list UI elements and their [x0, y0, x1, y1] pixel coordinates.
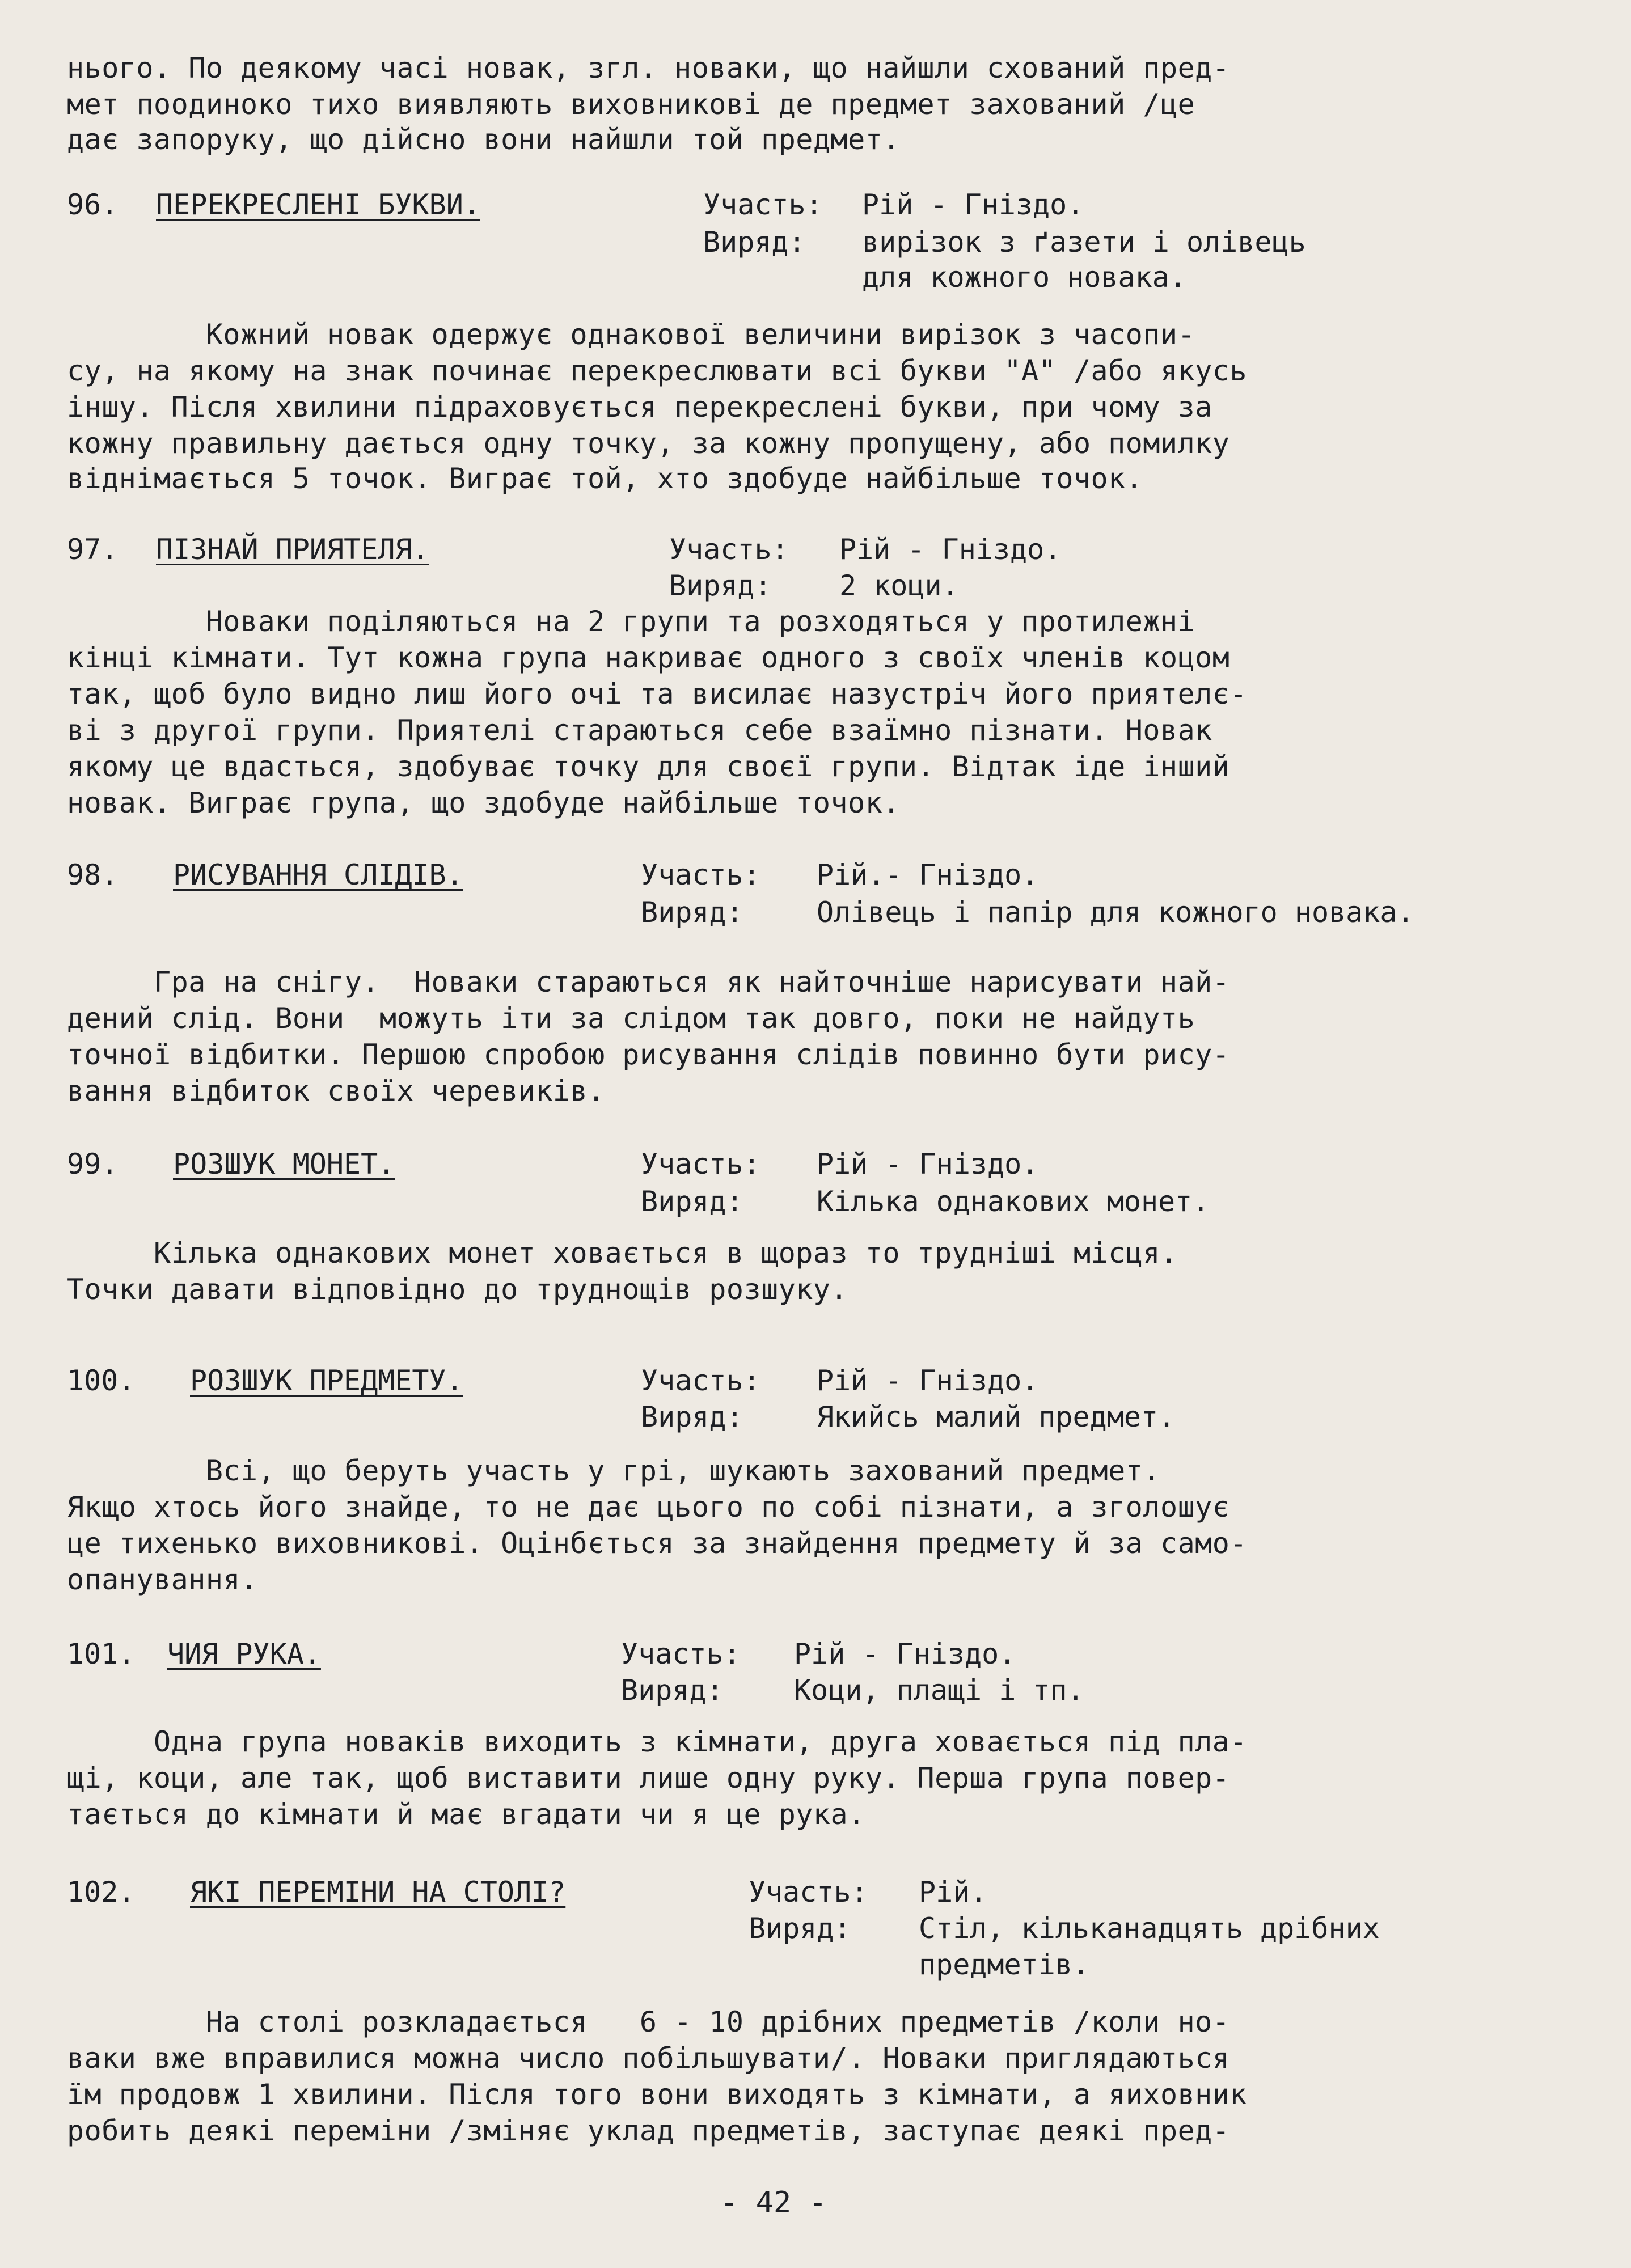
- participation-label: Участь:: [703, 188, 823, 221]
- equipment-label: Виряд:: [669, 569, 772, 602]
- participation-label: Участь:: [641, 1364, 760, 1397]
- equipment-value: Коци, плащі і тп.: [794, 1674, 1084, 1707]
- text-line: щі, коци, але так, щоб виставити лише одну руку. Перша група повер-: [67, 1762, 1230, 1795]
- text-line: робить деякі переміни /зміняє уклад предметів, заступає деякі пред-: [67, 2114, 1230, 2147]
- text-line: дає запоруку, що дійсно вони найшли той предмет.: [67, 123, 900, 156]
- equipment-value: вирізок з ґазети і олівець: [862, 226, 1306, 259]
- equipment-value: для кожного новака.: [862, 261, 1186, 294]
- game-title: РИСУВАННЯ СЛІДІВ.: [173, 858, 463, 891]
- text-line: їм продовж 1 хвилини. Після того вони виходять з кімнати, а яиховник: [67, 2078, 1247, 2111]
- game-number: 98.: [67, 858, 119, 891]
- text-line: Гра на снігу. Новаки стараються як найточніше нарисувати най-: [67, 966, 1230, 998]
- text-line: точної відбитки. Першою спробою рисування слідів повинно бути рису-: [67, 1038, 1230, 1071]
- participation-value: Рій.: [919, 1876, 987, 1909]
- text-line: ві з другої групи. Приятелі стараються себе взаїмно пізнати. Новак: [67, 714, 1212, 747]
- text-line: су, на якому на знак починає перекреслювати всі букви "А" /або якусь: [67, 354, 1247, 387]
- text-line: мет поодиноко тихо виявляють виховникові де предмет захований /це: [67, 88, 1195, 121]
- text-line: Якщо хтось його знайде, то не дає цього по собі пізнати, а зголошує: [67, 1491, 1230, 1524]
- participation-label: Участь:: [669, 533, 789, 566]
- text-line: вання відбиток своїх черевиків.: [67, 1074, 605, 1107]
- text-line: Кожний новак одержує однакової величини вирізок з часопи-: [67, 318, 1195, 351]
- game-number: 101.: [67, 1637, 136, 1670]
- text-line: ваки вже вправилися можна число побільшувати/. Новаки приглядаються: [67, 2042, 1230, 2075]
- text-line: кінці кімнати. Тут кожна група накриває одного з своїх членів коцом: [67, 641, 1230, 674]
- text-line: Кілька однакових монет ховається в щораз то трудніші місця.: [67, 1237, 1178, 1270]
- equipment-label: Виряд:: [703, 226, 806, 259]
- text-line: новак. Виграє група, що здобуде найбільше точок.: [67, 786, 900, 819]
- equipment-value: Олівець і папір для кожного новака.: [817, 896, 1414, 929]
- participation-label: Участь:: [641, 1148, 760, 1180]
- participation-value: Рій - Гніздо.: [839, 533, 1062, 566]
- text-line: Одна група новаків виходить з кімнати, друга ховається під пла-: [67, 1725, 1247, 1758]
- participation-label: Участь:: [621, 1637, 741, 1670]
- game-title: РОЗШУК ПРЕДМЕТУ.: [190, 1364, 463, 1397]
- equipment-value: 2 коци.: [839, 569, 959, 602]
- game-title: ПЕРЕКРЕСЛЕНІ БУКВИ.: [156, 188, 480, 221]
- game-number: 102.: [67, 1876, 136, 1909]
- equipment-label: Виряд:: [641, 1400, 743, 1433]
- equipment-value: Стіл, кільканадцять дрібних: [919, 1912, 1380, 1945]
- text-line: На столі розкладається 6 - 10 дрібних предметів /коли но-: [67, 2005, 1230, 2038]
- equipment-value: Якийсь малий предмет.: [817, 1400, 1176, 1433]
- game-number: 100.: [67, 1364, 136, 1397]
- equipment-label: Виряд:: [621, 1674, 724, 1707]
- participation-label: Участь:: [749, 1876, 868, 1909]
- equipment-value: Кілька однакових монет.: [817, 1185, 1210, 1218]
- text-line: якому це вдасться, здобуває точку для своєї групи. Відтак іде інший: [67, 750, 1230, 783]
- participation-value: Рій - Гніздо.: [862, 188, 1084, 221]
- equipment-label: Виряд:: [641, 1185, 743, 1218]
- text-line: віднімається 5 точок. Виграє той, хто здобуде найбільше точок.: [67, 462, 1143, 495]
- text-line: Новаки поділяються на 2 групи та розходяться у протилежні: [67, 605, 1195, 638]
- text-line: Точки давати відповідно до труднощів розшуку.: [67, 1273, 848, 1306]
- participation-value: Рій.- Гніздо.: [817, 858, 1039, 891]
- text-line: так, щоб було видно лиш його очі та висилає назустріч його приятелє-: [67, 678, 1247, 710]
- game-title: ЧИЯ РУКА.: [167, 1637, 321, 1670]
- participation-value: Рій - Гніздо.: [817, 1364, 1039, 1397]
- text-line: опанування.: [67, 1563, 258, 1596]
- text-line: кожну правильну дається одну точку, за кожну пропущену, або помилку: [67, 427, 1230, 460]
- equipment-label: Виряд:: [749, 1912, 851, 1945]
- equipment-value: предметів.: [919, 1948, 1090, 1981]
- text-line: це тихенько виховникові. Оцінбється за знайдення предмету й за само-: [67, 1527, 1247, 1560]
- game-number: 97.: [67, 533, 119, 566]
- game-number: 99.: [67, 1148, 119, 1180]
- participation-value: Рій - Гніздо.: [817, 1148, 1039, 1180]
- game-title: ПІЗНАЙ ПРИЯТЕЛЯ.: [156, 533, 429, 566]
- text-line: Всі, що беруть участь у грі, шукають захований предмет.: [67, 1454, 1160, 1487]
- text-line: нього. По деякому часі новак, згл. новаки, що найшли схований пред-: [67, 52, 1230, 84]
- text-line: тається до кімнати й має вгадати чи я це рука.: [67, 1798, 865, 1831]
- text-line: дений слід. Вони можуть іти за слідом так довго, поки не найдуть: [67, 1002, 1195, 1035]
- text-line: іншу. Після хвилини підраховується перекреслені букви, при чому за: [67, 391, 1212, 424]
- game-title: ЯКІ ПЕРЕМІНИ НА СТОЛІ?: [190, 1876, 566, 1909]
- participation-value: Рій - Гніздо.: [794, 1637, 1016, 1670]
- game-title: РОЗШУК МОНЕТ.: [173, 1148, 395, 1180]
- game-number: 96.: [67, 188, 119, 221]
- equipment-label: Виряд:: [641, 896, 743, 929]
- participation-label: Участь:: [641, 858, 760, 891]
- page-number: - 42 -: [720, 2186, 827, 2220]
